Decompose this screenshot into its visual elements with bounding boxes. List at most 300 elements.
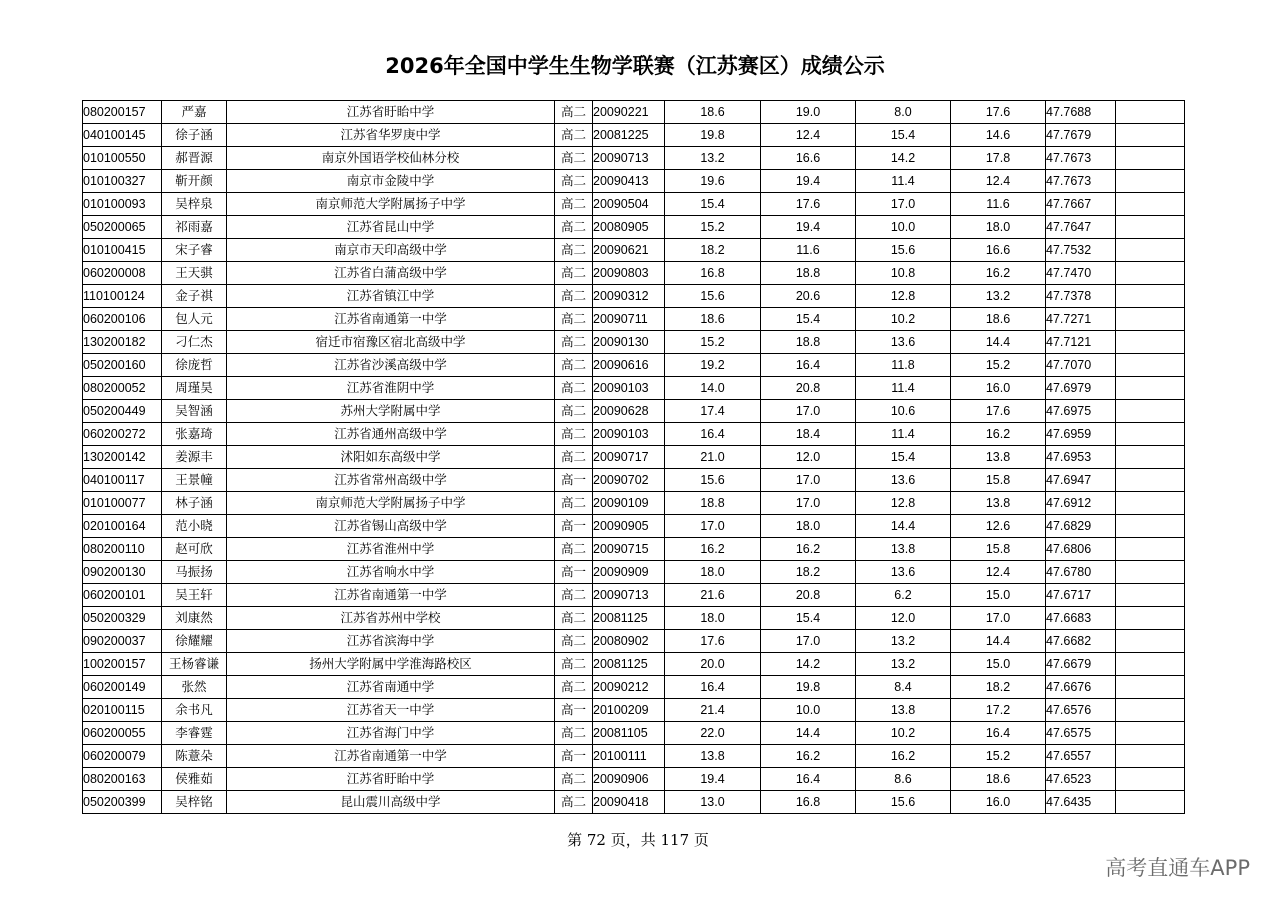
birthdate-cell: 20090717 — [593, 446, 665, 469]
score-4-cell: 14.6 — [951, 124, 1046, 147]
grade-cell: 高二 — [555, 400, 593, 423]
student-id-cell: 050200160 — [83, 354, 162, 377]
total-score-cell: 47.7532 — [1046, 239, 1116, 262]
grade-cell: 高二 — [555, 584, 593, 607]
note-cell — [1116, 147, 1185, 170]
school-cell: 江苏省华罗庚中学 — [227, 124, 555, 147]
birthdate-cell: 20090103 — [593, 377, 665, 400]
note-cell — [1116, 791, 1185, 814]
score-2-cell: 12.0 — [761, 446, 856, 469]
score-3-cell: 10.6 — [856, 400, 951, 423]
total-score-cell: 47.6676 — [1046, 676, 1116, 699]
table-row — [83, 262, 1185, 285]
birthdate-cell: 20100209 — [593, 699, 665, 722]
student-id-cell: 080200110 — [83, 538, 162, 561]
birthdate-cell: 20090212 — [593, 676, 665, 699]
table-row — [83, 331, 1185, 354]
student-id-cell: 080200163 — [83, 768, 162, 791]
table-row — [83, 492, 1185, 515]
score-4-cell: 15.2 — [951, 745, 1046, 768]
table-row — [83, 193, 1185, 216]
student-name-cell: 刘康然 — [162, 607, 227, 630]
birthdate-cell: 20090109 — [593, 492, 665, 515]
score-2-cell: 15.4 — [761, 607, 856, 630]
score-2-cell: 19.4 — [761, 216, 856, 239]
score-3-cell: 6.2 — [856, 584, 951, 607]
student-name-cell: 徐子涵 — [162, 124, 227, 147]
total-score-cell: 47.7673 — [1046, 170, 1116, 193]
score-4-cell: 11.6 — [951, 193, 1046, 216]
birthdate-cell: 20090221 — [593, 101, 665, 124]
score-2-cell: 18.8 — [761, 262, 856, 285]
grade-cell: 高二 — [555, 423, 593, 446]
student-id-cell: 010100550 — [83, 147, 162, 170]
note-cell — [1116, 216, 1185, 239]
score-3-cell: 8.6 — [856, 768, 951, 791]
table-row — [83, 699, 1185, 722]
student-id-cell: 020100115 — [83, 699, 162, 722]
table-row — [83, 377, 1185, 400]
student-id-cell: 130200182 — [83, 331, 162, 354]
school-cell: 江苏省海门中学 — [227, 722, 555, 745]
grade-cell: 高二 — [555, 147, 593, 170]
school-cell: 江苏省锡山高级中学 — [227, 515, 555, 538]
note-cell — [1116, 423, 1185, 446]
table-row — [83, 124, 1185, 147]
score-4-cell: 13.2 — [951, 285, 1046, 308]
score-3-cell: 14.4 — [856, 515, 951, 538]
score-1-cell: 15.4 — [665, 193, 761, 216]
watermark: 高考直通车APP — [1105, 856, 1250, 880]
student-id-cell: 130200142 — [83, 446, 162, 469]
student-name-cell: 余书凡 — [162, 699, 227, 722]
score-3-cell: 10.8 — [856, 262, 951, 285]
total-score-cell: 47.6575 — [1046, 722, 1116, 745]
score-2-cell: 19.8 — [761, 676, 856, 699]
student-id-cell: 050200449 — [83, 400, 162, 423]
student-name-cell: 吴王轩 — [162, 584, 227, 607]
birthdate-cell: 20081105 — [593, 722, 665, 745]
score-4-cell: 18.2 — [951, 676, 1046, 699]
student-id-cell: 050200065 — [83, 216, 162, 239]
grade-cell: 高一 — [555, 515, 593, 538]
table-row — [83, 469, 1185, 492]
school-cell: 江苏省通州高级中学 — [227, 423, 555, 446]
table-row — [83, 308, 1185, 331]
birthdate-cell: 20090616 — [593, 354, 665, 377]
score-1-cell: 18.0 — [665, 607, 761, 630]
student-name-cell: 吴智涵 — [162, 400, 227, 423]
student-name-cell: 祁雨嘉 — [162, 216, 227, 239]
birthdate-cell: 20090413 — [593, 170, 665, 193]
school-cell: 江苏省淮阴中学 — [227, 377, 555, 400]
student-name-cell: 金子祺 — [162, 285, 227, 308]
table-row — [83, 239, 1185, 262]
table-row — [83, 722, 1185, 745]
student-name-cell: 严嘉 — [162, 101, 227, 124]
page-number: 第 72 页，共 117 页 — [567, 831, 709, 849]
table-row — [83, 745, 1185, 768]
birthdate-cell: 20090130 — [593, 331, 665, 354]
school-cell: 江苏省盱眙中学 — [227, 101, 555, 124]
grade-cell: 高二 — [555, 216, 593, 239]
student-name-cell: 吴梓铭 — [162, 791, 227, 814]
total-score-cell: 47.6679 — [1046, 653, 1116, 676]
table-row — [83, 607, 1185, 630]
birthdate-cell: 20081125 — [593, 653, 665, 676]
school-cell: 江苏省南通第一中学 — [227, 745, 555, 768]
total-score-cell: 47.6683 — [1046, 607, 1116, 630]
score-4-cell: 17.8 — [951, 147, 1046, 170]
score-4-cell: 17.6 — [951, 400, 1046, 423]
note-cell — [1116, 561, 1185, 584]
score-3-cell: 13.6 — [856, 561, 951, 584]
score-2-cell: 19.0 — [761, 101, 856, 124]
score-3-cell: 11.8 — [856, 354, 951, 377]
table-row — [83, 584, 1185, 607]
score-4-cell: 15.2 — [951, 354, 1046, 377]
student-name-cell: 张然 — [162, 676, 227, 699]
table-row — [83, 423, 1185, 446]
score-3-cell: 11.4 — [856, 377, 951, 400]
grade-cell: 高二 — [555, 607, 593, 630]
score-4-cell: 13.8 — [951, 446, 1046, 469]
school-cell: 江苏省常州高级中学 — [227, 469, 555, 492]
note-cell — [1116, 607, 1185, 630]
note-cell — [1116, 722, 1185, 745]
score-2-cell: 16.2 — [761, 538, 856, 561]
student-name-cell: 陈薏朵 — [162, 745, 227, 768]
total-score-cell: 47.7271 — [1046, 308, 1116, 331]
score-3-cell: 12.8 — [856, 492, 951, 515]
score-3-cell: 13.2 — [856, 630, 951, 653]
birthdate-cell: 20090628 — [593, 400, 665, 423]
table-row — [83, 446, 1185, 469]
student-name-cell: 靳开颜 — [162, 170, 227, 193]
score-1-cell: 18.2 — [665, 239, 761, 262]
score-4-cell: 12.4 — [951, 170, 1046, 193]
total-score-cell: 47.7470 — [1046, 262, 1116, 285]
birthdate-cell: 20090715 — [593, 538, 665, 561]
score-1-cell: 13.8 — [665, 745, 761, 768]
grade-cell: 高一 — [555, 561, 593, 584]
school-cell: 江苏省白蒲高级中学 — [227, 262, 555, 285]
score-2-cell: 20.8 — [761, 377, 856, 400]
birthdate-cell: 20080902 — [593, 630, 665, 653]
grade-cell: 高二 — [555, 446, 593, 469]
score-4-cell: 15.8 — [951, 469, 1046, 492]
note-cell — [1116, 101, 1185, 124]
birthdate-cell: 20090905 — [593, 515, 665, 538]
student-name-cell: 赵可欣 — [162, 538, 227, 561]
student-id-cell: 020100164 — [83, 515, 162, 538]
grade-cell: 高二 — [555, 630, 593, 653]
note-cell — [1116, 124, 1185, 147]
score-3-cell: 11.4 — [856, 423, 951, 446]
student-id-cell: 080200052 — [83, 377, 162, 400]
school-cell: 江苏省盱眙中学 — [227, 768, 555, 791]
note-cell — [1116, 262, 1185, 285]
school-cell: 江苏省沙溪高级中学 — [227, 354, 555, 377]
student-id-cell: 060200106 — [83, 308, 162, 331]
grade-cell: 高一 — [555, 745, 593, 768]
score-1-cell: 18.6 — [665, 101, 761, 124]
school-cell: 南京市金陵中学 — [227, 170, 555, 193]
score-3-cell: 10.2 — [856, 308, 951, 331]
score-3-cell: 15.6 — [856, 239, 951, 262]
score-4-cell: 16.0 — [951, 377, 1046, 400]
note-cell — [1116, 653, 1185, 676]
score-2-cell: 17.6 — [761, 193, 856, 216]
table-row — [83, 630, 1185, 653]
birthdate-cell: 20090103 — [593, 423, 665, 446]
note-cell — [1116, 308, 1185, 331]
total-score-cell: 47.6576 — [1046, 699, 1116, 722]
birthdate-cell: 20090909 — [593, 561, 665, 584]
table-row — [83, 538, 1185, 561]
note-cell — [1116, 400, 1185, 423]
student-name-cell: 马振扬 — [162, 561, 227, 584]
school-cell: 南京市天印高级中学 — [227, 239, 555, 262]
table-row — [83, 768, 1185, 791]
score-3-cell: 17.0 — [856, 193, 951, 216]
note-cell — [1116, 170, 1185, 193]
score-4-cell: 16.2 — [951, 262, 1046, 285]
grade-cell: 高二 — [555, 239, 593, 262]
student-name-cell: 王景幢 — [162, 469, 227, 492]
score-1-cell: 15.6 — [665, 285, 761, 308]
total-score-cell: 47.7070 — [1046, 354, 1116, 377]
school-cell: 江苏省南通中学 — [227, 676, 555, 699]
score-2-cell: 20.6 — [761, 285, 856, 308]
birthdate-cell: 20090906 — [593, 768, 665, 791]
school-cell: 江苏省淮州中学 — [227, 538, 555, 561]
grade-cell: 高二 — [555, 285, 593, 308]
grade-cell: 高二 — [555, 492, 593, 515]
score-4-cell: 18.6 — [951, 768, 1046, 791]
total-score-cell: 47.6557 — [1046, 745, 1116, 768]
note-cell — [1116, 538, 1185, 561]
student-id-cell: 060200101 — [83, 584, 162, 607]
birthdate-cell: 20090504 — [593, 193, 665, 216]
student-id-cell: 050200399 — [83, 791, 162, 814]
school-cell: 宿迁市宿豫区宿北高级中学 — [227, 331, 555, 354]
grade-cell: 高二 — [555, 377, 593, 400]
score-1-cell: 13.2 — [665, 147, 761, 170]
score-4-cell: 15.8 — [951, 538, 1046, 561]
birthdate-cell: 20080905 — [593, 216, 665, 239]
score-2-cell: 14.4 — [761, 722, 856, 745]
total-score-cell: 47.6806 — [1046, 538, 1116, 561]
score-3-cell: 15.4 — [856, 124, 951, 147]
table-row — [83, 147, 1185, 170]
score-4-cell: 15.0 — [951, 584, 1046, 607]
birthdate-cell: 20090702 — [593, 469, 665, 492]
score-1-cell: 18.6 — [665, 308, 761, 331]
score-3-cell: 11.4 — [856, 170, 951, 193]
student-name-cell: 周瑾昊 — [162, 377, 227, 400]
student-id-cell: 060200008 — [83, 262, 162, 285]
student-name-cell: 姜源丰 — [162, 446, 227, 469]
student-name-cell: 范小晓 — [162, 515, 227, 538]
score-1-cell: 17.0 — [665, 515, 761, 538]
student-id-cell: 040100145 — [83, 124, 162, 147]
school-cell: 沭阳如东高级中学 — [227, 446, 555, 469]
total-score-cell: 47.7679 — [1046, 124, 1116, 147]
score-2-cell: 11.6 — [761, 239, 856, 262]
student-name-cell: 王天骐 — [162, 262, 227, 285]
note-cell — [1116, 676, 1185, 699]
score-1-cell: 13.0 — [665, 791, 761, 814]
note-cell — [1116, 492, 1185, 515]
total-score-cell: 47.6717 — [1046, 584, 1116, 607]
score-1-cell: 21.6 — [665, 584, 761, 607]
student-name-cell: 吴梓泉 — [162, 193, 227, 216]
score-4-cell: 18.0 — [951, 216, 1046, 239]
note-cell — [1116, 331, 1185, 354]
grade-cell: 高二 — [555, 170, 593, 193]
birthdate-cell: 20081225 — [593, 124, 665, 147]
score-2-cell: 17.0 — [761, 400, 856, 423]
note-cell — [1116, 584, 1185, 607]
grade-cell: 高二 — [555, 262, 593, 285]
birthdate-cell: 20090621 — [593, 239, 665, 262]
school-cell: 江苏省昆山中学 — [227, 216, 555, 239]
score-4-cell: 16.2 — [951, 423, 1046, 446]
student-name-cell: 宋子睿 — [162, 239, 227, 262]
score-1-cell: 18.0 — [665, 561, 761, 584]
score-4-cell: 14.4 — [951, 331, 1046, 354]
student-id-cell: 040100117 — [83, 469, 162, 492]
school-cell: 江苏省南通第一中学 — [227, 308, 555, 331]
student-id-cell: 010100077 — [83, 492, 162, 515]
note-cell — [1116, 745, 1185, 768]
score-2-cell: 10.0 — [761, 699, 856, 722]
score-1-cell: 14.0 — [665, 377, 761, 400]
score-3-cell: 12.8 — [856, 285, 951, 308]
note-cell — [1116, 469, 1185, 492]
score-3-cell: 13.6 — [856, 331, 951, 354]
total-score-cell: 47.7647 — [1046, 216, 1116, 239]
score-1-cell: 16.4 — [665, 423, 761, 446]
total-score-cell: 47.7667 — [1046, 193, 1116, 216]
page-title: 2026年全国中学生生物学联赛（江苏赛区）成绩公示 — [385, 54, 885, 78]
score-3-cell: 16.2 — [856, 745, 951, 768]
table-row — [83, 101, 1185, 124]
birthdate-cell: 20090418 — [593, 791, 665, 814]
total-score-cell: 47.6947 — [1046, 469, 1116, 492]
score-1-cell: 15.2 — [665, 331, 761, 354]
score-1-cell: 15.6 — [665, 469, 761, 492]
score-3-cell: 15.4 — [856, 446, 951, 469]
student-name-cell: 张嘉琦 — [162, 423, 227, 446]
score-1-cell: 19.6 — [665, 170, 761, 193]
score-3-cell: 15.6 — [856, 791, 951, 814]
school-cell: 南京师范大学附属扬子中学 — [227, 193, 555, 216]
student-name-cell: 林子涵 — [162, 492, 227, 515]
score-3-cell: 13.2 — [856, 653, 951, 676]
birthdate-cell: 20090312 — [593, 285, 665, 308]
student-name-cell: 包人元 — [162, 308, 227, 331]
note-cell — [1116, 285, 1185, 308]
school-cell: 江苏省苏州中学校 — [227, 607, 555, 630]
table-row — [83, 791, 1185, 814]
grade-cell: 高二 — [555, 768, 593, 791]
score-3-cell: 10.2 — [856, 722, 951, 745]
note-cell — [1116, 446, 1185, 469]
school-cell: 南京外国语学校仙林分校 — [227, 147, 555, 170]
score-1-cell: 16.8 — [665, 262, 761, 285]
student-id-cell: 100200157 — [83, 653, 162, 676]
school-cell: 江苏省天一中学 — [227, 699, 555, 722]
student-id-cell: 010100327 — [83, 170, 162, 193]
score-2-cell: 18.4 — [761, 423, 856, 446]
total-score-cell: 47.6435 — [1046, 791, 1116, 814]
student-name-cell: 徐耀耀 — [162, 630, 227, 653]
total-score-cell: 47.7121 — [1046, 331, 1116, 354]
score-1-cell: 16.2 — [665, 538, 761, 561]
score-1-cell: 15.2 — [665, 216, 761, 239]
student-id-cell: 110100124 — [83, 285, 162, 308]
total-score-cell: 47.6523 — [1046, 768, 1116, 791]
score-1-cell: 16.4 — [665, 676, 761, 699]
total-score-cell: 47.6959 — [1046, 423, 1116, 446]
table-row — [83, 653, 1185, 676]
score-2-cell: 16.4 — [761, 354, 856, 377]
grade-cell: 高二 — [555, 354, 593, 377]
student-id-cell: 060200149 — [83, 676, 162, 699]
score-3-cell: 13.6 — [856, 469, 951, 492]
student-id-cell: 090200037 — [83, 630, 162, 653]
note-cell — [1116, 515, 1185, 538]
score-2-cell: 18.0 — [761, 515, 856, 538]
grade-cell: 高二 — [555, 124, 593, 147]
grade-cell: 高二 — [555, 331, 593, 354]
score-2-cell: 17.0 — [761, 492, 856, 515]
student-id-cell: 090200130 — [83, 561, 162, 584]
score-3-cell: 10.0 — [856, 216, 951, 239]
score-2-cell: 17.0 — [761, 469, 856, 492]
table-row — [83, 400, 1185, 423]
score-1-cell: 19.2 — [665, 354, 761, 377]
score-2-cell: 16.8 — [761, 791, 856, 814]
score-4-cell: 17.6 — [951, 101, 1046, 124]
total-score-cell: 47.6975 — [1046, 400, 1116, 423]
score-1-cell: 20.0 — [665, 653, 761, 676]
student-id-cell: 080200157 — [83, 101, 162, 124]
school-cell: 江苏省镇江中学 — [227, 285, 555, 308]
score-3-cell: 8.4 — [856, 676, 951, 699]
table-row — [83, 354, 1185, 377]
table-row — [83, 285, 1185, 308]
score-1-cell: 21.4 — [665, 699, 761, 722]
score-1-cell: 17.4 — [665, 400, 761, 423]
birthdate-cell: 20090803 — [593, 262, 665, 285]
grade-cell: 高二 — [555, 193, 593, 216]
score-2-cell: 14.2 — [761, 653, 856, 676]
note-cell — [1116, 193, 1185, 216]
school-cell: 扬州大学附属中学淮海路校区 — [227, 653, 555, 676]
total-score-cell: 47.7688 — [1046, 101, 1116, 124]
birthdate-cell: 20090713 — [593, 147, 665, 170]
table-row — [83, 676, 1185, 699]
score-2-cell: 12.4 — [761, 124, 856, 147]
note-cell — [1116, 699, 1185, 722]
table-row — [83, 170, 1185, 193]
score-4-cell: 17.2 — [951, 699, 1046, 722]
student-name-cell: 侯雅茹 — [162, 768, 227, 791]
school-cell: 江苏省响水中学 — [227, 561, 555, 584]
